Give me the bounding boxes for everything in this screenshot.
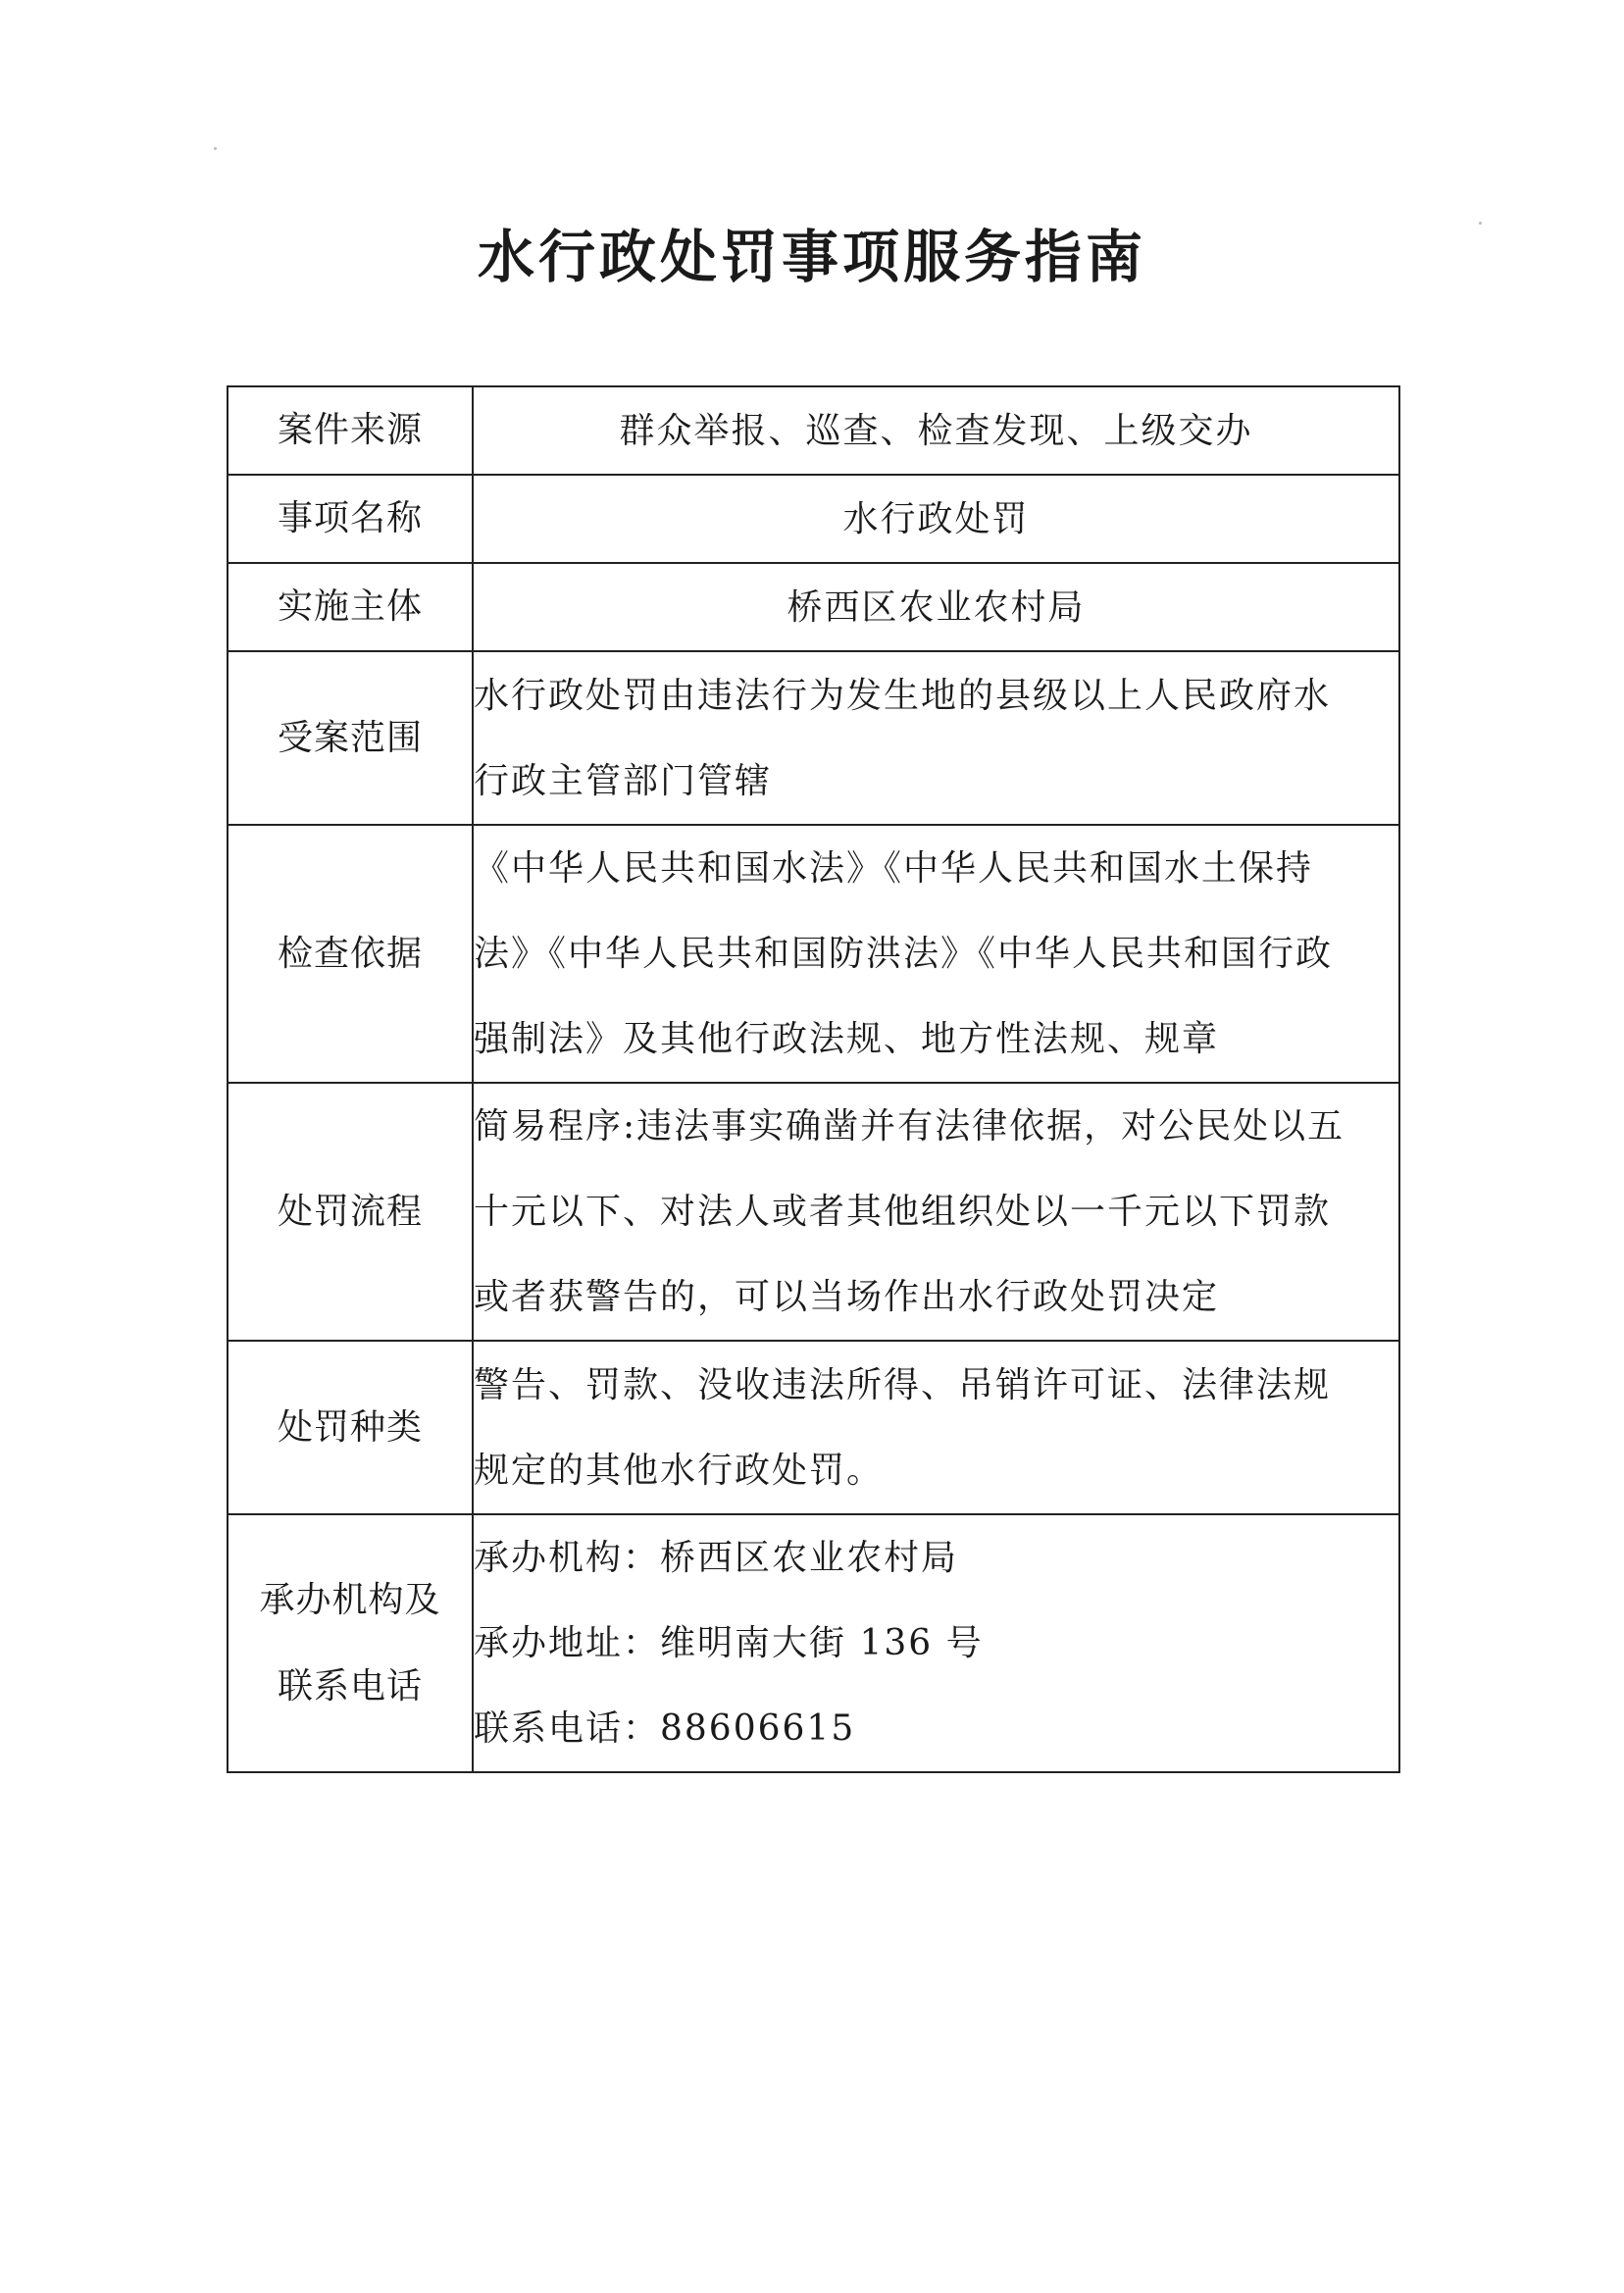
table-row	[228, 1514, 1399, 1772]
service-guide-table	[227, 385, 1400, 1773]
value-line: 水行政处罚由违法行为发生地的县级以上人民政府水	[474, 675, 1332, 716]
table-row	[228, 563, 1399, 651]
value-line: 警告、罚款、没收违法所得、吊销许可证、法律法规	[474, 1364, 1332, 1405]
table-row	[228, 475, 1399, 563]
value-line: 联系电话：88606615	[474, 1708, 856, 1749]
table-row	[228, 825, 1399, 1083]
value-line: 十元以下、对法人或者其他组织处以一千元以下罚款	[474, 1192, 1332, 1232]
value-line: 法》《中华人民共和国防洪法》《中华人民共和国行政	[474, 934, 1334, 974]
table-row	[228, 1083, 1399, 1341]
row-value	[473, 651, 1399, 825]
scan-speck	[214, 147, 217, 150]
value-line: 承办地址：维明南大街 136 号	[474, 1623, 984, 1663]
value-line: 行政主管部门管辖	[474, 760, 773, 801]
row-label: 实施主体	[228, 563, 473, 651]
row-value	[473, 475, 1399, 563]
row-label: 处罚种类	[228, 1341, 473, 1514]
page-title: 水行政处罚事项服务指南	[477, 224, 1146, 290]
row-label: 受案范围	[228, 651, 473, 825]
row-value	[473, 386, 1399, 475]
row-label: 检查依据	[228, 825, 473, 1083]
value-line: 承办机构：桥西区农业农村局	[474, 1538, 959, 1578]
table-row	[228, 1341, 1399, 1514]
row-value	[473, 563, 1399, 651]
row-value	[473, 825, 1399, 1083]
table-row	[228, 651, 1399, 825]
value-line: 或者获警告的，可以当场作出水行政处罚决定	[474, 1277, 1220, 1317]
label-line: 承办机构及	[259, 1579, 441, 1620]
row-value	[473, 1514, 1399, 1772]
value-line: 《中华人民共和国水法》《中华人民共和国水土保持	[474, 848, 1314, 889]
row-label	[228, 1514, 473, 1772]
row-value	[473, 1083, 1399, 1341]
row-value	[473, 1341, 1399, 1514]
row-label: 处罚流程	[228, 1083, 473, 1341]
value-line: 桥西区农业农村局	[787, 586, 1086, 628]
table-row	[228, 386, 1399, 475]
scan-speck	[1479, 222, 1482, 225]
value-line: 简易程序:违法事实确凿并有法律依据，对公民处以五	[474, 1106, 1345, 1146]
value-line: 群众举报、巡查、检查发现、上级交办	[619, 410, 1253, 451]
row-label: 案件来源	[228, 386, 473, 475]
value-line: 水行政处罚	[842, 498, 1030, 539]
value-line: 强制法》及其他行政法规、地方性法规、规章	[474, 1019, 1220, 1059]
row-label: 事项名称	[228, 475, 473, 563]
label-line: 联系电话	[277, 1665, 423, 1707]
value-line: 规定的其他水行政处罚。	[474, 1450, 885, 1491]
